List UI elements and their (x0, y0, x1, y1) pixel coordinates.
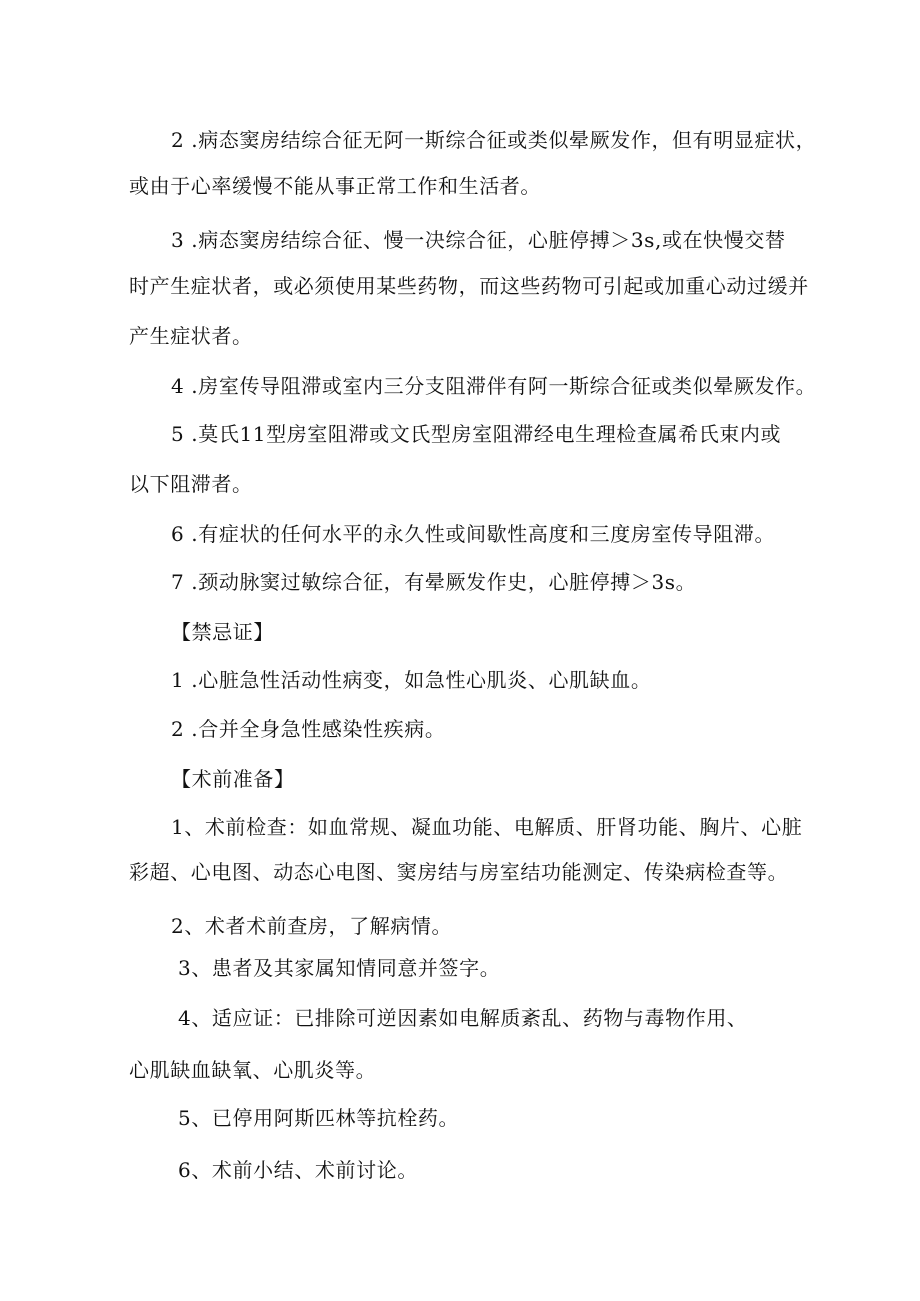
indication-3-line-3: 产生症状者。 (129, 324, 253, 348)
preop-6: 6、术前小结、术前讨论。 (178, 1158, 418, 1182)
indication-2-line-1: 2 .病态窦房结综合征无阿一斯综合征或类似晕厥发作，但有明显症状， (171, 128, 817, 152)
preop-heading: 【术前准备】 (171, 767, 295, 791)
indication-6: 6 .有症状的任何水平的永久性或间歇性高度和三度房室传导阻滞。 (171, 522, 776, 546)
preop-1-line-2: 彩超、心电图、动态心电图、窦房结与房室结功能测定、传染病检查等。 (129, 860, 789, 884)
contraindication-1: 1 .心脏急性活动性病变，如急性心肌炎、心肌缺血。 (171, 668, 652, 692)
indication-5-line-1: 5 .莫氏11型房室阻滞或文氏型房室阻滞经电生理检查属希氏束内或 (171, 422, 782, 446)
preop-2: 2、术者术前查房，了解病情。 (171, 914, 453, 938)
indication-5-line-2: 以下阻滞者。 (129, 472, 253, 496)
indication-7: 7 .颈动脉窦过敏综合征，有晕厥发作史，心脏停搏＞3s。 (171, 570, 697, 594)
preop-4-line-1: 4、适应证：已排除可逆因素如电解质紊乱、药物与毒物作用、 (178, 1006, 748, 1030)
indication-2-line-2: 或由于心率缓慢不能从事正常工作和生活者。 (129, 174, 541, 198)
contraindications-heading: 【禁忌证】 (171, 620, 274, 644)
preop-4-line-2: 心肌缺血缺氧、心肌炎等。 (129, 1058, 377, 1082)
preop-3: 3、患者及其家属知情同意并签字。 (178, 956, 501, 980)
indication-3-line-2: 时产生症状者，或必须使用某些药物，而这些药物可引起或加重心动过缓并 (129, 274, 809, 298)
indication-4: 4 .房室传导阻滞或室内三分支阻滞伴有阿一斯综合征或类似晕厥发作。 (171, 374, 817, 398)
contraindication-2: 2 .合并全身急性感染性疾病。 (171, 717, 446, 741)
indication-3-line-1: 3 .病态窦房结综合征、慢一决综合征，心脏停搏＞3s,或在快慢交替 (171, 228, 786, 252)
preop-5: 5、已停用阿斯匹林等抗栓药。 (178, 1106, 460, 1130)
preop-1-line-1: 1、术前检查：如血常规、凝血功能、电解质、肝肾功能、胸片、心脏 (171, 815, 803, 839)
